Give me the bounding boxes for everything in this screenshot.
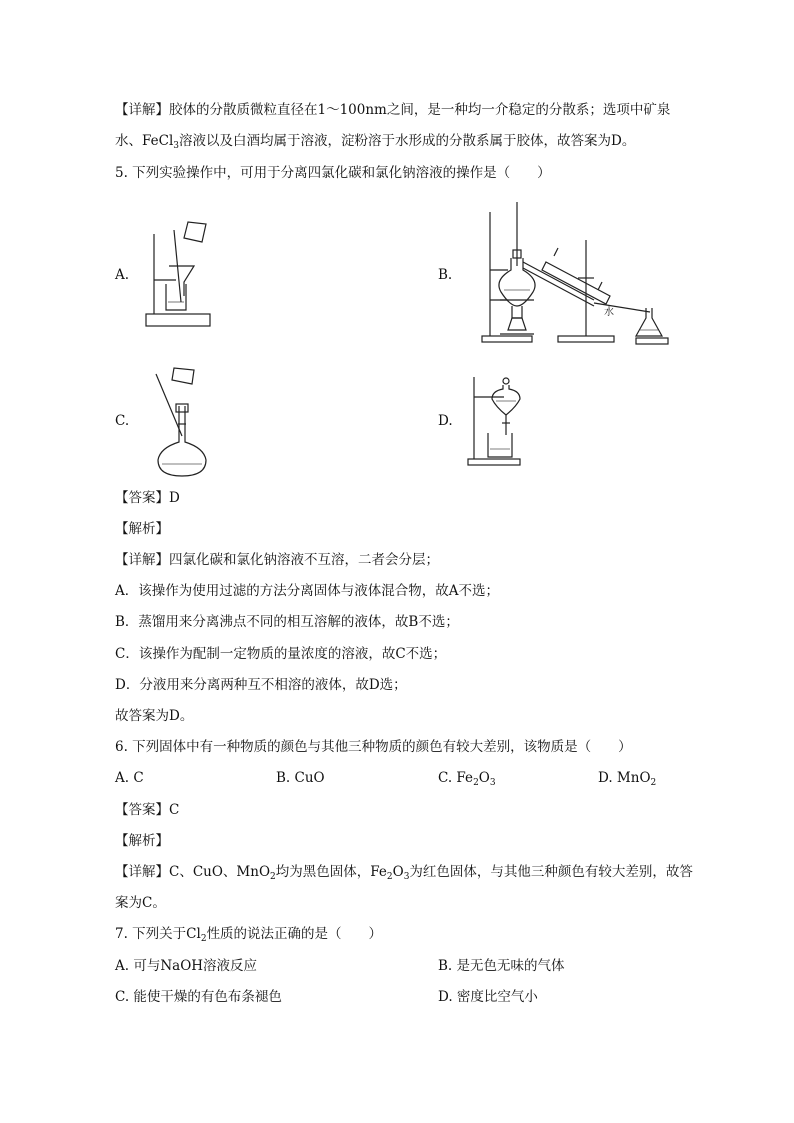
q5-answer: 【答案】D xyxy=(115,490,180,506)
q6-option-a: A. C xyxy=(115,770,144,786)
volumetric-flask-figure xyxy=(152,366,212,478)
q7-stem: 7. 下列关于$Cl_2$性质的说法正确的是（ ） xyxy=(115,926,383,944)
q7-option-c: C. 能使干燥的有色布条褪色 xyxy=(115,989,282,1005)
q6-detail-line-1: 【详解】C、CuO、MnO$_2$均为黑色固体，$Fe_2O_3$为红色固体，与其他三种颜色有较大差别，故答 xyxy=(115,864,693,882)
q5-option-d-label: D. xyxy=(438,413,453,429)
q5-explain-b: B．蒸馏用来分离沸点不同的相互溶解的液体，故B不选； xyxy=(115,614,459,630)
q4-detail-line-1: 【详解】胶体的分散质微粒直径在1～100nm之间，是一种均一介稳定的分散系；选项中矿泉 xyxy=(115,102,671,118)
q7-option-a: A. 可与NaOH溶液反应 xyxy=(115,958,258,974)
distillation-figure xyxy=(474,200,724,346)
q6-detail-line-2: 案为C。 xyxy=(115,895,166,911)
q5-stem: 5. 下列实验操作中，可用于分离四氯化碳和氯化钠溶液的操作是（ ） xyxy=(115,165,551,181)
q5-explain-c: C．该操作为配制一定物质的量浓度的溶液，故C不选； xyxy=(115,646,447,662)
q5-analysis-heading: 【解析】 xyxy=(115,521,169,537)
water-label: 水 xyxy=(604,307,614,318)
q5-option-a-label: A. xyxy=(115,267,130,283)
q5-explain-d: D．分液用来分离两种互不相溶的液体，故D选； xyxy=(115,677,407,693)
q5-explain-a: A．该操作为使用过滤的方法分离固体与液体混合物，故A不选； xyxy=(115,583,499,599)
separatory-funnel-figure xyxy=(466,373,526,467)
q6-answer: 【答案】C xyxy=(115,802,180,818)
q6-analysis-heading: 【解析】 xyxy=(115,833,169,849)
q7-option-d: D. 密度比空气小 xyxy=(438,989,538,1005)
q5-option-c-label: C. xyxy=(115,413,130,429)
q5-detail: 【详解】四氯化碳和氯化钠溶液不互溶，二者会分层； xyxy=(115,552,439,568)
q4-detail-line-2: 水、FeCl$_3$溶液以及白酒均属于溶液，淀粉溶于水形成的分散系属于胶体，故答案为D。 xyxy=(115,133,636,151)
filtration-figure xyxy=(144,218,214,330)
q6-option-d: D. MnO$_2$ xyxy=(598,770,657,788)
q5-option-b-label: B. xyxy=(438,267,453,283)
q6-stem: 6. 下列固体中有一种物质的颜色与其他三种物质的颜色有较大差别，该物质是（ ） xyxy=(115,739,632,755)
q6-option-c: C. $Fe_2O_3$ xyxy=(438,770,496,788)
q6-option-b: B. CuO xyxy=(276,770,325,786)
q5-conclusion: 故答案为D。 xyxy=(115,708,194,724)
q7-option-b: B. 是无色无味的气体 xyxy=(438,958,565,974)
